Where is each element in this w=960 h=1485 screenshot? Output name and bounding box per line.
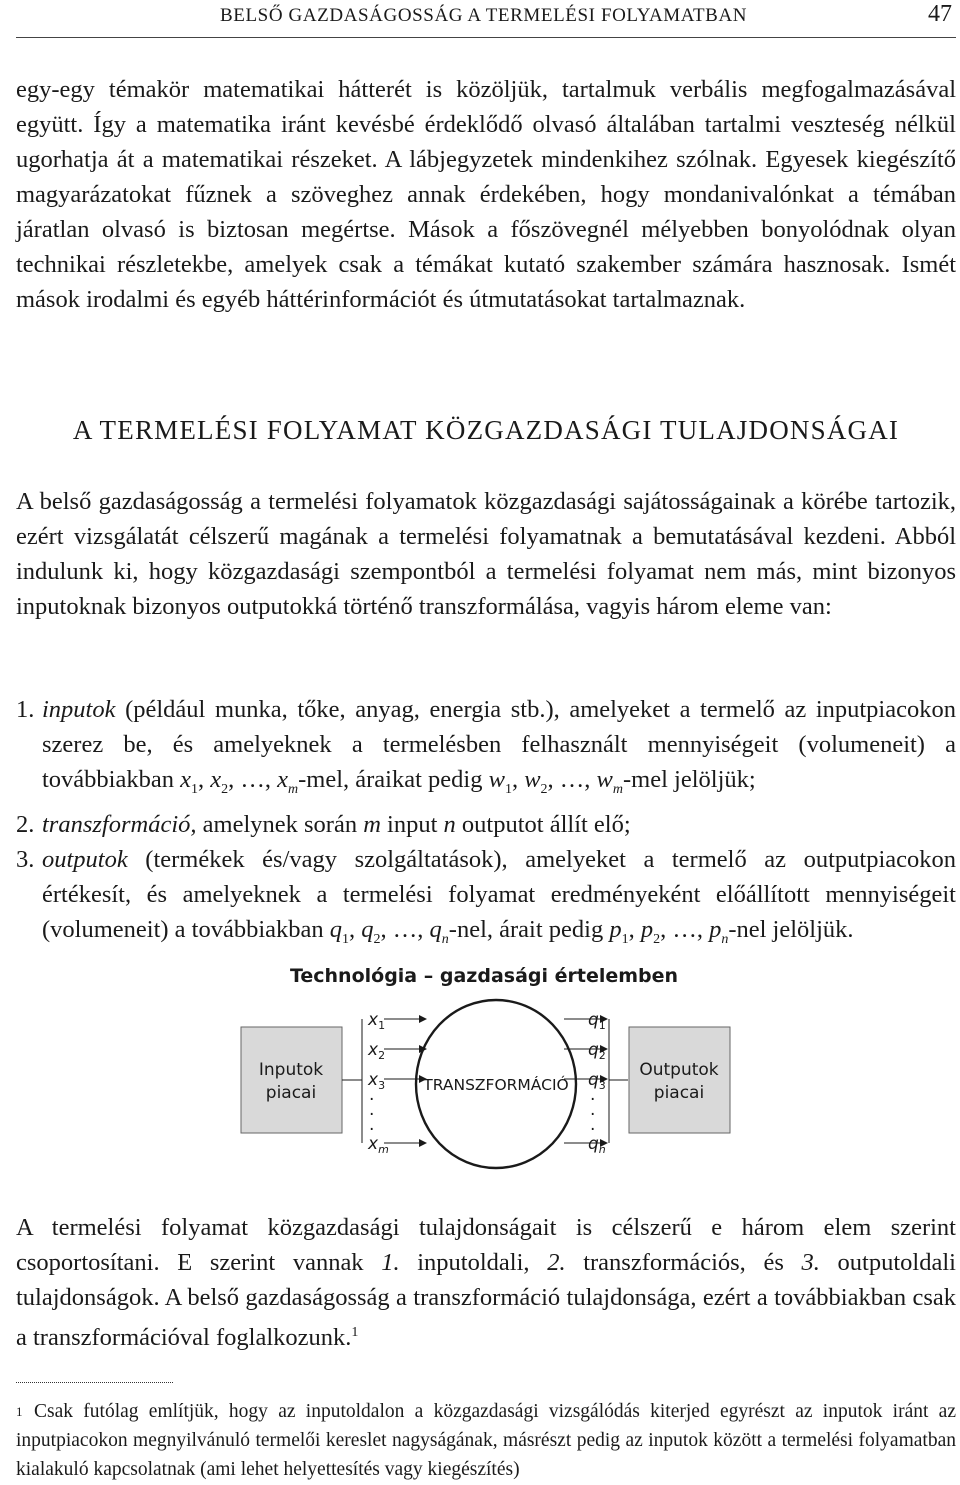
diagram-canvas xyxy=(234,997,734,1175)
input-markets-label-2: piacai xyxy=(265,1083,317,1103)
output-var-q2: $q_2$ xyxy=(588,1040,606,1062)
paragraph-intro: egy-egy témakör matematikai hátterét is közöljük, tartalmuk verbális megfogalmazásával együtt. Így a matematika iránt kevésbé érdeklődő olvasó általában tartalmi veszteség nélkül ugorhatja át a matematikai részeket. A lábjegyzetek mindenkihez szólnak. Egyesek kiegészítő magyarázatokat fűznek a szöveghez annak érdekében, hogy mondanivalónkat a témában járatlan olvasó is biztosan megértse. Mások a főszövegnél mélyebben bonyolódnak olyan technikai részletekbe, amelyek csak a témákat kutató szakember számára hasznosak. Ismét mások irodalmi és egyéb háttérinformációt és útmutatásokat tartalmaznak. xyxy=(16,76,956,313)
output-markets-box xyxy=(629,1027,730,1133)
output-markets-label-2: piacai xyxy=(653,1083,705,1103)
input-var-x3: $x_3$ xyxy=(368,1070,386,1092)
output-dot: . xyxy=(590,1115,596,1135)
input-dot: . xyxy=(369,1085,375,1105)
input-var-x2: $x_2$ xyxy=(368,1040,386,1062)
footnote-divider xyxy=(16,1382,173,1383)
output-dot: . xyxy=(590,1085,596,1105)
input-var-xm: $x_m$ xyxy=(368,1134,389,1156)
list-item-transformation: 2. transzformáció, amelynek során m input n outputot állít elő; xyxy=(16,807,956,842)
running-header xyxy=(16,0,956,38)
output-var-q1: $q_1$ xyxy=(588,1010,606,1032)
list-number: 1. xyxy=(16,696,35,723)
term-inputs: inputok xyxy=(42,696,116,723)
list-number: 3. xyxy=(16,845,35,873)
footnote xyxy=(16,1397,956,1484)
footnote-reference: 1 xyxy=(351,1325,359,1340)
section-heading: A TERMELÉSI FOLYAMAT KÖZGAZDASÁGI TULAJDONSÁGAI xyxy=(72,415,900,445)
transformation-label: TRANSZFORMÁCIÓ xyxy=(423,1076,569,1094)
paragraph-properties: A termelési folyamat közgazdasági tulajdonságait is célszerű e három elem szerint csoportosítani. E szerint vannak 1. inputoldali, 2. transzformációs, és 3. outputoldali tulajdonságok. A belső gazdaságosság a transzformáció tulajdonsága, ezért a továbbiakban csak a transzformációval foglalkozunk.$^1$ xyxy=(16,1214,956,1352)
input-var-x1: $x_1$ xyxy=(368,1010,386,1032)
output-dot: . xyxy=(590,1100,596,1120)
list-item-outputs: 3. outputok (termékek és/vagy szolgáltatások), amelyeket a termelő az outputpiacokon értékesít, és amelyeknek a termelési folyamat eredményeként előállított mennyiségeit (volumeneit) a továbbiakban $q_1$, $q_2$, …, $q_n$-nel, árait pedig $p_1$, $p_2$, …, $p_n$-nel jelöljük. xyxy=(16,842,956,957)
input-dot: . xyxy=(369,1115,375,1135)
input-dot: . xyxy=(369,1100,375,1120)
diagram-title: Technológia – gazdasági értelemben xyxy=(289,965,679,987)
output-var-q3: $q_3$ xyxy=(588,1070,606,1092)
input-markets-box xyxy=(241,1027,342,1133)
three-elements-list xyxy=(16,692,956,957)
footnote-text: Csak futólag említjük, hogy az inputoldalon a közgazdasági vizsgálódás kiterjed egyrészt az inputok iránt az inputpiacokon megnyilvánuló termelői kereslet nagyságának, másrészt pedig az inputok között a termelési folyamatban kialakuló kapcsolatnak (ami lehet helyettesítés vagy kiegészítés) xyxy=(16,1401,956,1480)
input-markets-label-1: Inputok xyxy=(258,1060,324,1080)
output-markets-label-1: Outputok xyxy=(639,1060,719,1080)
page-number: 47 xyxy=(928,1,952,27)
list-number: 2. xyxy=(16,810,35,838)
term-transformation: transzformáció, xyxy=(42,810,197,838)
list-item-inputs: 1. inputok (például munka, tőke, anyag, energia stb.), amelyeket a termelő az inputpiacokon szerez be, és amelyeknek a termelésben felhasznált mennyiségeit (volumeneit) a továbbiakban $x_1$, $x_2$, …, $x_m$-mel, áraikat pedig $w_1$, $w_2$, …, $w_m$-mel jelöljük; xyxy=(16,692,956,807)
technology-diagram xyxy=(234,965,734,1175)
paragraph-production-process: A belső gazdaságosság a termelési folyamatok közgazdasági sajátosságainak a körébe tartozik, ezért vizsgálatát célszerű magának a termelési folyamatnak a bemutatásával kezdeni. Abból indulunk ki, hogy közgazdasági szempontból a termelési folyamat nem más, mint bizonyos inputoknak bizonyos outputokká történő transzformálása, vagyis három eleme van: xyxy=(16,488,956,620)
running-title: BELSŐ GAZDASÁGOSSÁG A TERMELÉSI FOLYAMATBAN xyxy=(220,5,748,26)
output-var-qn: $q_n$ xyxy=(588,1134,606,1156)
term-outputs: outputok xyxy=(42,845,128,873)
footnote-number: 1 xyxy=(16,1404,23,1419)
